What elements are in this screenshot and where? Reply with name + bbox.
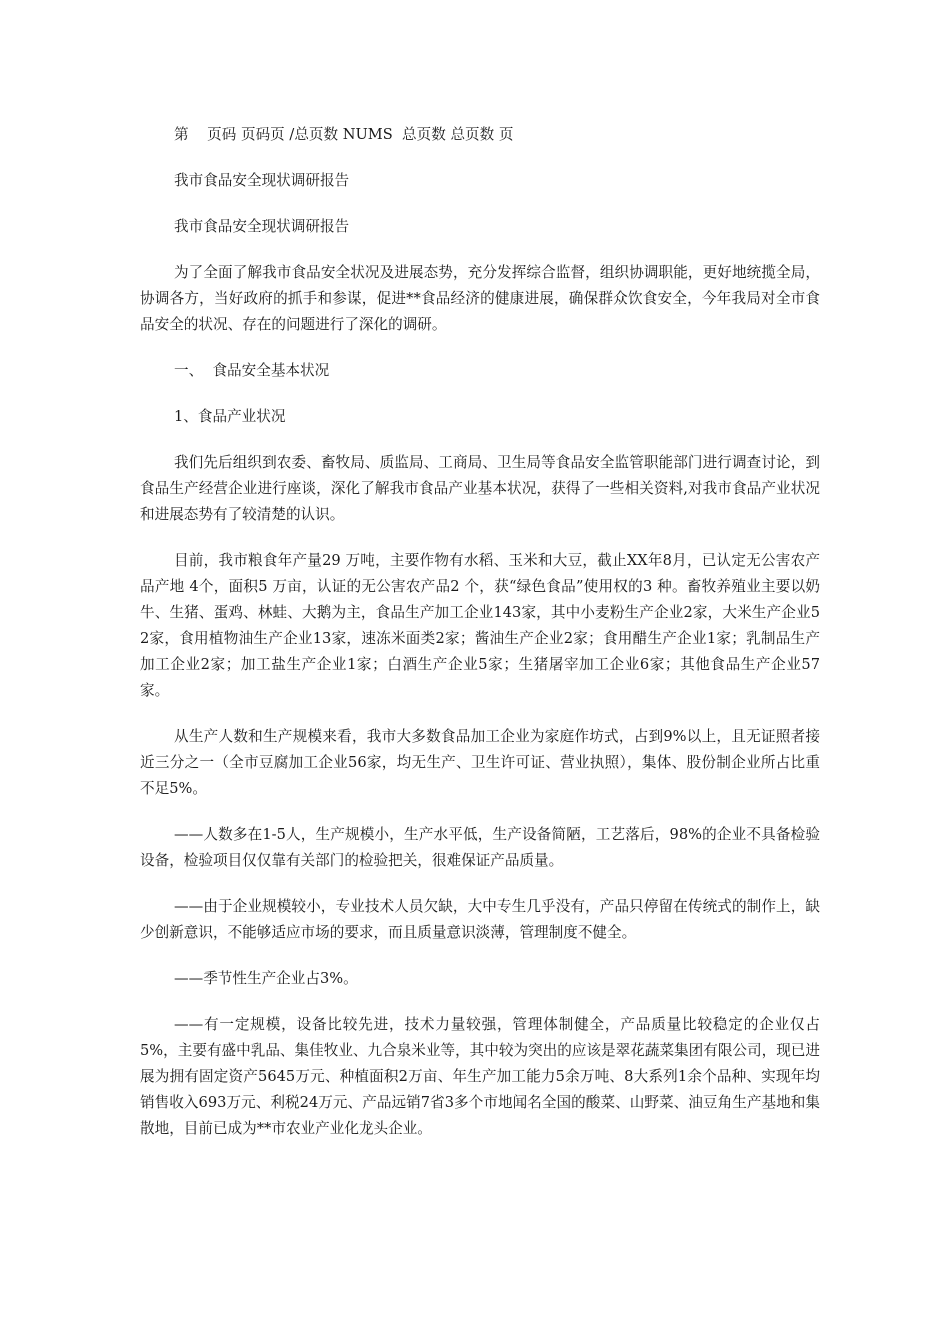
paragraph-large-enterprises: ——有一定规模，设备比较先进，技术力量较强，管理体制健全，产品质量比较稳定的企业仅占5%，主要有盛中乳品、集佳牧业、九合泉米业等，其中较为突出的应该是翠花蔬菜集团有限公司，现已进展为拥有固定资产5645万元、种植面积2万亩、年生产加工能力5余万吨、8大系列1余个品种、实现年均销售收入693万元、利税24万元、产品远销7省3多个市地闻名全国的酸菜、山野菜、油豆角生产基地和集散地，目前已成为**市农业产业化龙头企业。 [140, 1016, 820, 1137]
intro-paragraph: 为了全面了解我市食品安全状况及进展态势，充分发挥综合监督，组织协调职能，更好地统揽全局，协调各方，当好政府的抓手和参谋，促进**食品经济的健康进展，确保群众饮食安全，今年我局对全市食品安全的状况、存在的问题进行了深化的调研。 [140, 264, 820, 333]
paragraph-small-enterprises: ——人数多在1-5人，生产规模小，生产水平低，生产设备简陋，工艺落后，98%的企业不具备检验设备，检验项目仅仅靠有关部门的检验把关，很难保证产品质量。 [140, 826, 820, 869]
paragraph-scale: 从生产人数和生产规模来看，我市大多数食品加工企业为家庭作坊式，占到9%以上，且无证照者接近三分之一（全市豆腐加工企业56家，均无生产、卫生许可证、营业执照），集体、股份制企业所占比重不足5%。 [140, 728, 820, 797]
subsection-heading-food-industry: 1、食品产业状况 [174, 408, 286, 425]
paragraph-statistics: 目前，我市粮食年产量29 万吨，主要作物有水稻、玉米和大豆，截止XX年8月，已认定无公害农产品产地 4个，面积5 万亩，认证的无公害农产品2 个，获“绿色食品”使用权的3 种。畜牧养殖业主要以奶牛、生猪、蛋鸡、林蛙、大鹅为主，食品生产加工企业143家，其中小麦粉生产企业2家，大米生产企业52家，食用植物油生产企业13家，速冻米面类2家；酱油生产企业2家；食用醋生产企业1家；乳制品生产加工企业2家；加工盐生产企业1家；白酒生产企业5家；生猪屠宰加工企业6家；其他食品生产企业57家。 [140, 552, 820, 699]
paragraph-survey: 我们先后组织到农委、畜牧局、质监局、工商局、卫生局等食品安全监管职能部门进行调查讨论，到食品生产经营企业进行座谈，深化了解我市食品产业基本状况，获得了一些相关资料,对我市食品产业状况和进展态势有了较清楚的认识。 [140, 454, 820, 523]
document-title-repeat: 我市食品安全现状调研报告 [174, 218, 350, 235]
document-page [140, 122, 820, 1162]
section-heading-basic-status: 一、 食品安全基本状况 [174, 362, 330, 379]
document-title: 我市食品安全现状调研报告 [174, 172, 350, 189]
paragraph-technical-staff: ——由于企业规模较小，专业技术人员欠缺，大中专生几乎没有，产品只停留在传统式的制作上，缺少创新意识，不能够适应市场的要求，而且质量意识淡薄，管理制度不健全。 [140, 898, 820, 941]
paragraph-seasonal: ——季节性生产企业占3%。 [174, 970, 358, 987]
page-number-field: 第 页码 页码页 /总页数 NUMS 总页数 总页数 页 [174, 126, 514, 143]
